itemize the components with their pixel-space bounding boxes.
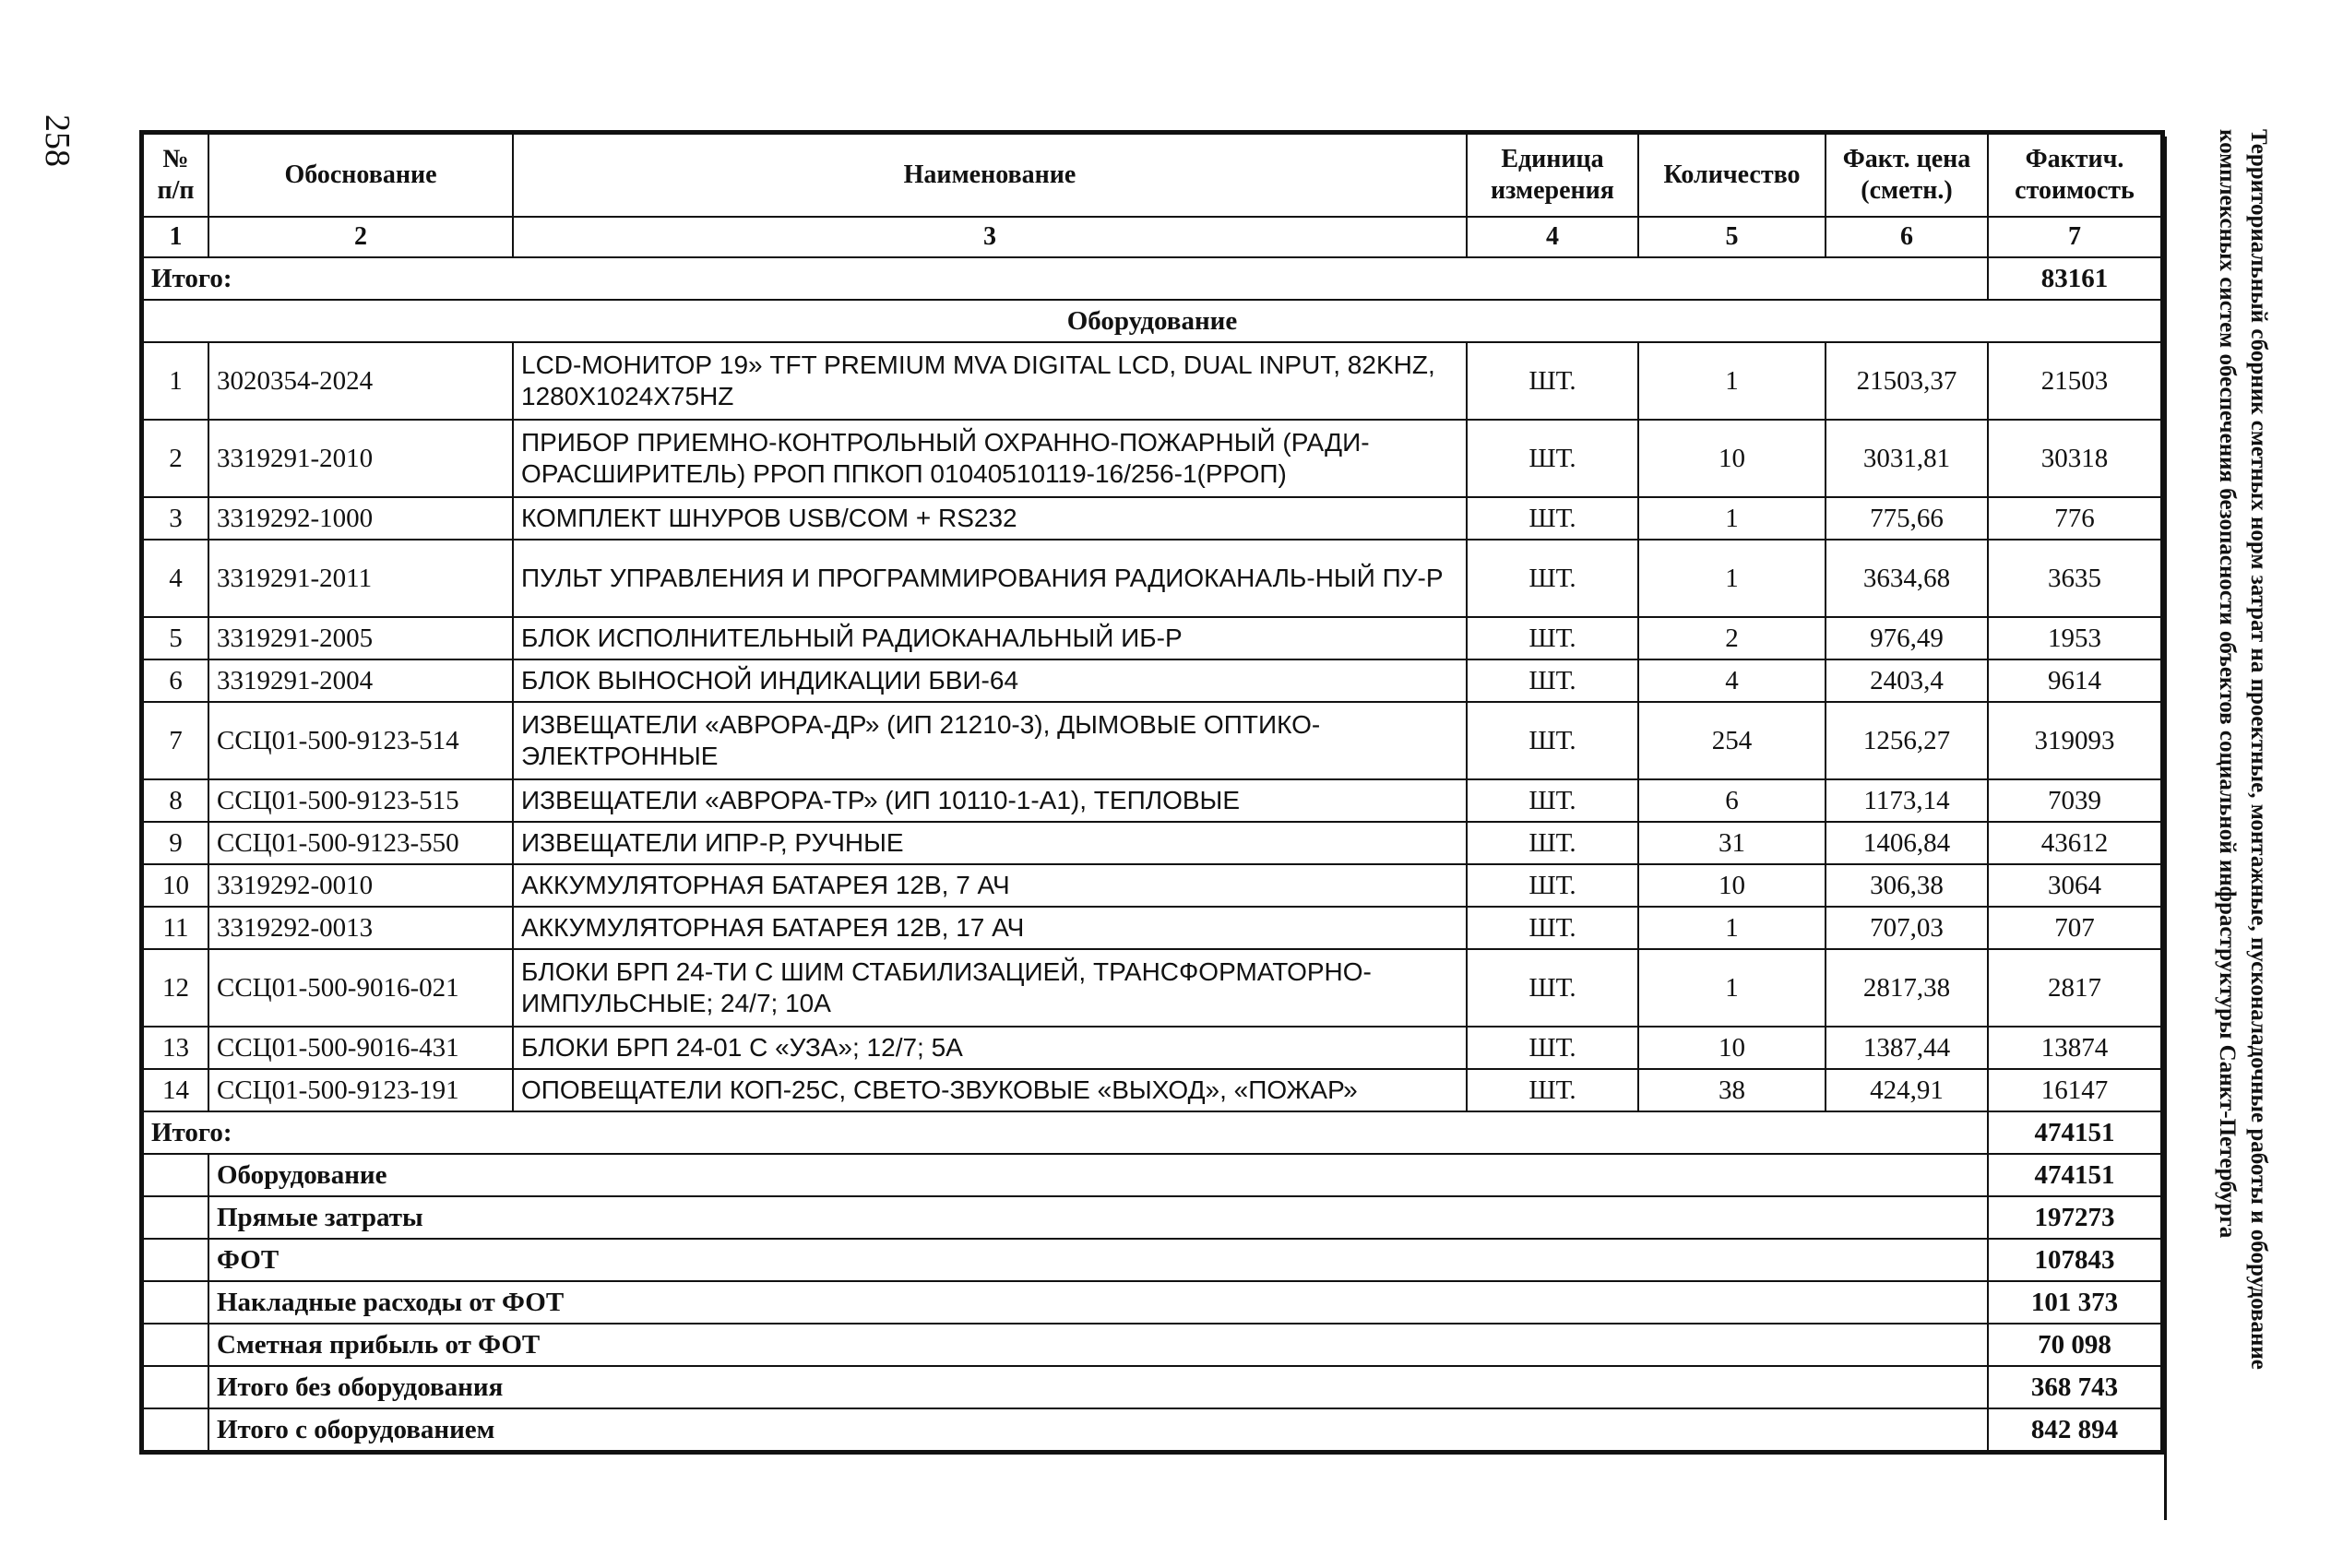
row-total-cost: 13874 [1988,1027,2161,1069]
row-unit-price: 21503,37 [1826,342,1988,420]
row-item-name: ПУЛЬТ УПРАВЛЕНИЯ И ПРОГРАММИРОВАНИЯ РАДИОКАНАЛЬ-НЫЙ ПУ-Р [513,540,1467,617]
summary-blank-cell [143,1324,208,1366]
row-number: 13 [143,1027,208,1069]
document-side-title [2211,129,2274,1370]
row-item-name: LCD-МОНИТОР 19» TFT PREMIUM MVA DIGITAL LCD, DUAL INPUT, 82KHZ, 1280X1024X75HZ [513,342,1467,420]
row-item-name: АККУМУЛЯТОРНАЯ БАТАРЕЯ 12В, 7 АЧ [513,864,1467,907]
section-title: Оборудование [143,300,2161,342]
column-number: 5 [1638,217,1826,257]
row-unit: ШТ. [1467,822,1638,864]
row-quantity: 4 [1638,659,1826,702]
row-quantity: 6 [1638,779,1826,822]
summary-value: 368 743 [1988,1366,2161,1408]
header-basis: Обоснование [208,134,513,217]
row-total-cost: 9614 [1988,659,2161,702]
table-row [143,779,2161,822]
row-unit: ШТ. [1467,949,1638,1027]
row-basis-code: ССЦ01-500-9123-514 [208,702,513,779]
row-unit: ШТ. [1467,540,1638,617]
row-item-name: БЛОК ВЫНОСНОЙ ИНДИКАЦИИ БВИ-64 [513,659,1467,702]
row-basis-code: 3319291-2004 [208,659,513,702]
row-basis-code: ССЦ01-500-9016-431 [208,1027,513,1069]
row-unit: ШТ. [1467,1069,1638,1111]
summary-value: 474151 [1988,1154,2161,1196]
row-item-name: БЛОКИ БРП 24-01 С «УЗА»; 12/7; 5А [513,1027,1467,1069]
side-title-line-1: Территориальный сборник сметных норм затрат на проектные, монтажные, пусконаладочные работы и оборудование [2246,129,2271,1370]
row-basis-code: ССЦ01-500-9016-021 [208,949,513,1027]
row-number: 12 [143,949,208,1027]
row-total-cost: 7039 [1988,779,2161,822]
table-row [143,907,2161,949]
section-total-label: Итого: [143,1111,1988,1154]
table-row [143,949,2161,1027]
row-number: 10 [143,864,208,907]
row-quantity: 1 [1638,497,1826,540]
summary-value: 101 373 [1988,1281,2161,1324]
equipment-cost-table [142,133,2162,1452]
row-unit: ШТ. [1467,659,1638,702]
page-number: 258 [38,114,77,167]
section-title-row [143,300,2161,342]
row-unit: ШТ. [1467,702,1638,779]
row-number: 1 [143,342,208,420]
row-quantity: 1 [1638,540,1826,617]
row-total-cost: 319093 [1988,702,2161,779]
table-row [143,1027,2161,1069]
row-item-name: БЛОК ИСПОЛНИТЕЛЬНЫЙ РАДИОКАНАЛЬНЫЙ ИБ-Р [513,617,1467,659]
row-total-cost: 2817 [1988,949,2161,1027]
row-total-cost: 776 [1988,497,2161,540]
summary-label: Оборудование [208,1154,1988,1196]
row-item-name: АККУМУЛЯТОРНАЯ БАТАРЕЯ 12В, 17 АЧ [513,907,1467,949]
summary-label: Итого с оборудованием [208,1408,1988,1451]
row-quantity: 38 [1638,1069,1826,1111]
row-basis-code: 3020354-2024 [208,342,513,420]
row-item-name: ПРИБОР ПРИЕМНО-КОНТРОЛЬНЫЙ ОХРАННО-ПОЖАРНЫЙ (РАДИ-ОРАСШИРИТЕЛЬ) РРОП ППКОП 01040510119-16/256-1(РРОП) [513,420,1467,497]
column-number: 1 [143,217,208,257]
row-unit-price: 3031,81 [1826,420,1988,497]
previous-total-row [143,257,2161,300]
header-qty: Количество [1638,134,1826,217]
header-cost: Фактич. стоимость [1988,134,2161,217]
summary-blank-cell [143,1154,208,1196]
row-unit-price: 306,38 [1826,864,1988,907]
table-row [143,659,2161,702]
column-number: 2 [208,217,513,257]
summary-blank-cell [143,1366,208,1408]
row-unit: ШТ. [1467,420,1638,497]
row-unit: ШТ. [1467,864,1638,907]
row-item-name: ИЗВЕЩАТЕЛИ «АВРОРА-ТР» (ИП 10110-1-А1), ТЕПЛОВЫЕ [513,779,1467,822]
row-quantity: 1 [1638,907,1826,949]
header-unit: Единица измерения [1467,134,1638,217]
row-quantity: 10 [1638,1027,1826,1069]
row-quantity: 10 [1638,864,1826,907]
side-title-line-2: комплексных систем обеспечения безопасности объектов социальной инфраструктуры Санкт-Петербурга [2215,129,2240,1239]
header-row [143,134,2161,217]
header-price: Факт. цена (сметн.) [1826,134,1988,217]
summary-row [143,1366,2161,1408]
row-quantity: 1 [1638,342,1826,420]
row-total-cost: 21503 [1988,342,2161,420]
table-row [143,864,2161,907]
table-row [143,420,2161,497]
row-unit-price: 1173,14 [1826,779,1988,822]
row-number: 14 [143,1069,208,1111]
row-unit-price: 424,91 [1826,1069,1988,1111]
row-total-cost: 1953 [1988,617,2161,659]
row-number: 9 [143,822,208,864]
table-row [143,540,2161,617]
row-quantity: 2 [1638,617,1826,659]
table-row [143,617,2161,659]
row-unit: ШТ. [1467,779,1638,822]
row-number: 4 [143,540,208,617]
row-item-name: КОМПЛЕКТ ШНУРОВ USB/COM + RS232 [513,497,1467,540]
row-number: 2 [143,420,208,497]
row-total-cost: 43612 [1988,822,2161,864]
row-quantity: 254 [1638,702,1826,779]
header-num: № п/п [143,134,208,217]
row-unit-price: 2817,38 [1826,949,1988,1027]
summary-blank-cell [143,1281,208,1324]
row-item-name: ОПОВЕЩАТЕЛИ КОП-25С, СВЕТО-ЗВУКОВЫЕ «ВЫХОД», «ПОЖАР» [513,1069,1467,1111]
summary-value: 70 098 [1988,1324,2161,1366]
previous-total-label: Итого: [143,257,1988,300]
row-basis-code: 3319291-2005 [208,617,513,659]
row-unit-price: 1256,27 [1826,702,1988,779]
column-number-row [143,217,2161,257]
column-number: 6 [1826,217,1988,257]
summary-row [143,1196,2161,1239]
row-unit: ШТ. [1467,497,1638,540]
row-unit-price: 2403,4 [1826,659,1988,702]
table-row [143,1069,2161,1111]
summary-blank-cell [143,1239,208,1281]
row-basis-code: 3319292-0013 [208,907,513,949]
row-unit: ШТ. [1467,617,1638,659]
row-item-name: БЛОКИ БРП 24-ТИ С ШИМ СТАБИЛИЗАЦИЕЙ, ТРАНСФОРМАТОРНО-ИМПУЛЬСНЫЕ; 24/7; 10А [513,949,1467,1027]
row-unit: ШТ. [1467,1027,1638,1069]
row-unit-price: 707,03 [1826,907,1988,949]
summary-value: 842 894 [1988,1408,2161,1451]
summary-row [143,1324,2161,1366]
table-row [143,822,2161,864]
row-basis-code: ССЦ01-500-9123-515 [208,779,513,822]
row-quantity: 1 [1638,949,1826,1027]
row-total-cost: 16147 [1988,1069,2161,1111]
row-basis-code: 3319292-0010 [208,864,513,907]
row-unit-price: 1387,44 [1826,1027,1988,1069]
row-basis-code: ССЦ01-500-9123-550 [208,822,513,864]
row-total-cost: 3064 [1988,864,2161,907]
summary-blank-cell [143,1196,208,1239]
row-unit: ШТ. [1467,907,1638,949]
table-row [143,702,2161,779]
row-unit-price: 1406,84 [1826,822,1988,864]
summary-row [143,1408,2161,1451]
row-total-cost: 3635 [1988,540,2161,617]
summary-label: Сметная прибыль от ФОТ [208,1324,1988,1366]
header-name: Наименование [513,134,1467,217]
row-unit-price: 775,66 [1826,497,1988,540]
column-number: 7 [1988,217,2161,257]
row-basis-code: 3319292-1000 [208,497,513,540]
row-basis-code: 3319291-2011 [208,540,513,617]
table-row [143,342,2161,420]
column-number: 3 [513,217,1467,257]
row-item-name: ИЗВЕЩАТЕЛИ «АВРОРА-ДР» (ИП 21210-3), ДЫМОВЫЕ ОПТИКО-ЭЛЕКТРОННЫЕ [513,702,1467,779]
summary-label: Накладные расходы от ФОТ [208,1281,1988,1324]
row-number: 11 [143,907,208,949]
row-number: 8 [143,779,208,822]
row-number: 5 [143,617,208,659]
summary-value: 197273 [1988,1196,2161,1239]
row-total-cost: 707 [1988,907,2161,949]
row-unit-price: 3634,68 [1826,540,1988,617]
table-row [143,497,2161,540]
summary-label: Прямые затраты [208,1196,1988,1239]
row-basis-code: 3319291-2010 [208,420,513,497]
row-item-name: ИЗВЕЩАТЕЛИ ИПР-Р, РУЧНЫЕ [513,822,1467,864]
summary-row [143,1239,2161,1281]
section-total-value: 474151 [1988,1111,2161,1154]
row-number: 6 [143,659,208,702]
summary-row [143,1154,2161,1196]
row-unit: ШТ. [1467,342,1638,420]
previous-total-value: 83161 [1988,257,2161,300]
section-total-row [143,1111,2161,1154]
side-divider [2164,137,2167,1520]
row-number: 3 [143,497,208,540]
row-basis-code: ССЦ01-500-9123-191 [208,1069,513,1111]
summary-blank-cell [143,1408,208,1451]
summary-label: ФОТ [208,1239,1988,1281]
row-number: 7 [143,702,208,779]
row-quantity: 10 [1638,420,1826,497]
row-unit-price: 976,49 [1826,617,1988,659]
row-quantity: 31 [1638,822,1826,864]
summary-label: Итого без оборудования [208,1366,1988,1408]
summary-row [143,1281,2161,1324]
summary-value: 107843 [1988,1239,2161,1281]
row-total-cost: 30318 [1988,420,2161,497]
column-number: 4 [1467,217,1638,257]
